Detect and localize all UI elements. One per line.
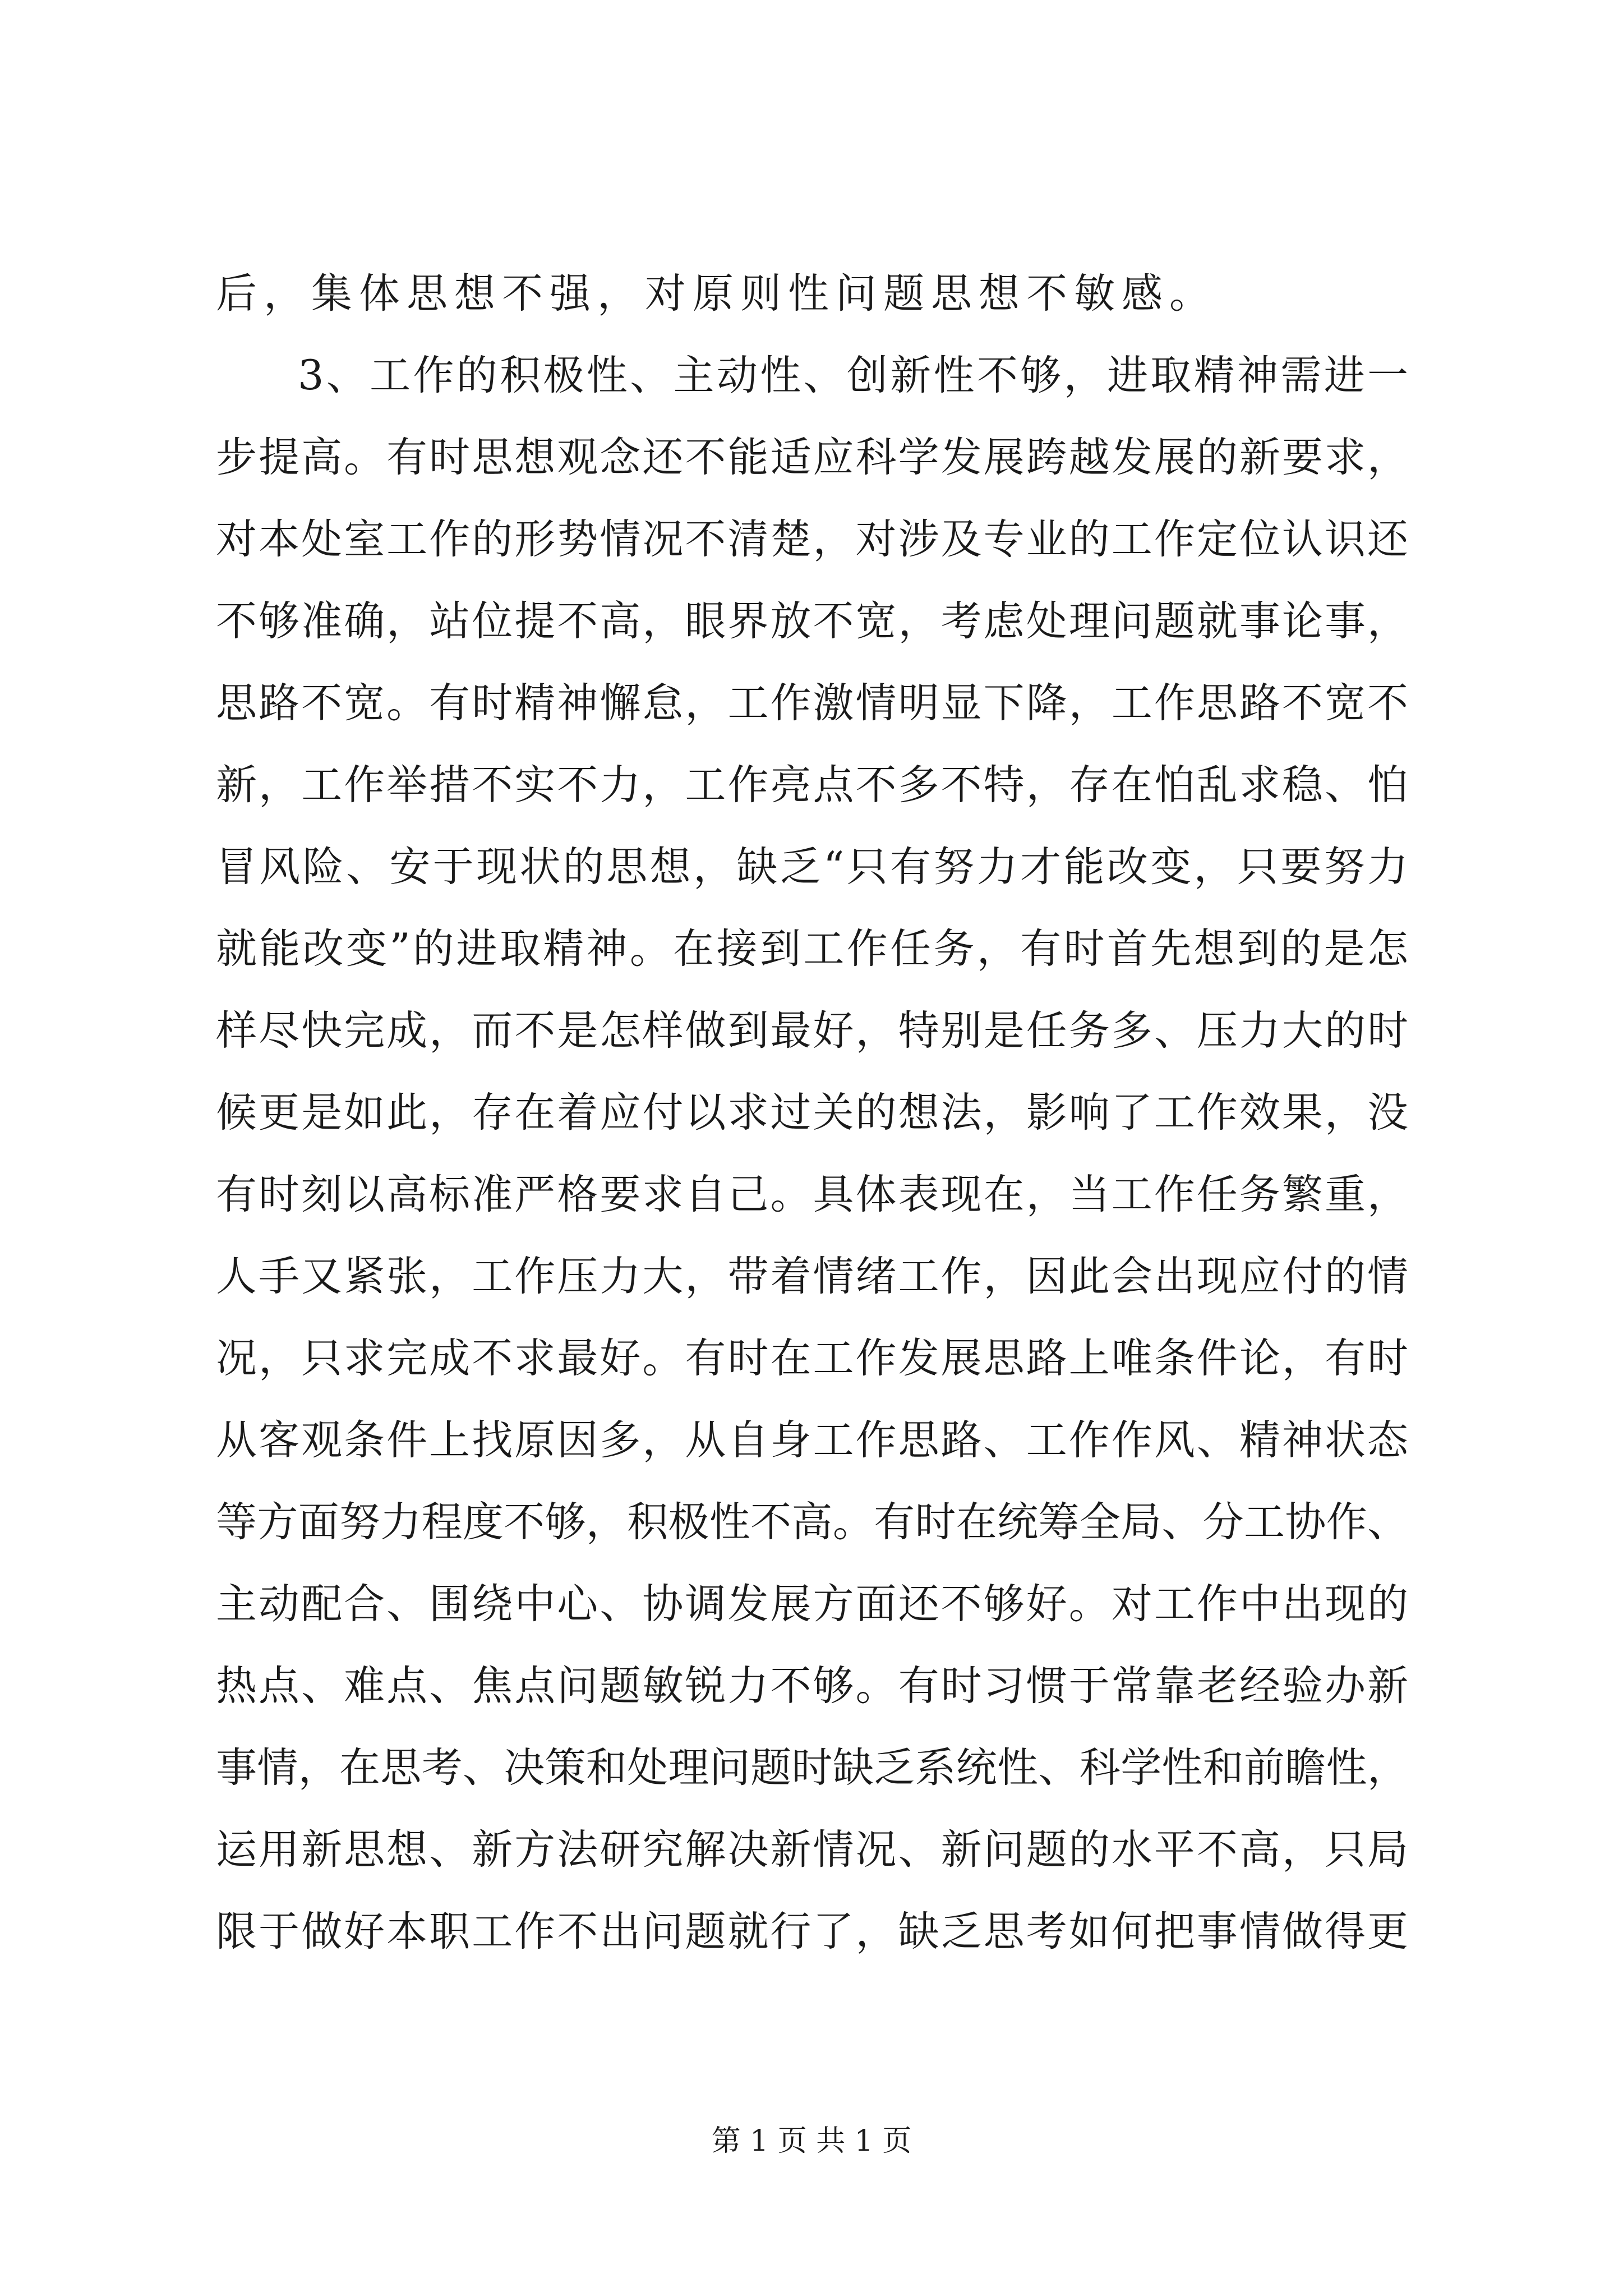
text-line: 对本处室工作的形势情况不清楚，对涉及专业的工作定位认识还 [216,516,1408,563]
body-text [216,253,1408,1973]
text-line: 步提高。有时思想观念还不能适应科学发展跨越发展的新要求， [216,434,1408,481]
text-line: 等方面努力程度不够，积极性不高。有时在统筹全局、分工协作、 [216,1498,1408,1546]
text-line: 思路不宽。有时精神懈怠，工作激情明显下降，工作思路不宽不 [216,679,1408,727]
text-line: 事情，在思考、决策和处理问题时缺乏系统性、科学性和前瞻性， [216,1744,1408,1792]
text-line: 运用新思想、新方法研究解决新情况、新问题的水平不高，只局 [216,1826,1408,1874]
text-line: 不够准确，站位提不高，眼界放不宽，考虑处理问题就事论事， [216,597,1408,645]
text-line: 就能改变”的进取精神。在接到工作任务，有时首先想到的是怎 [216,925,1408,973]
text-line: 样尽快完成，而不是怎样做到最好，特别是任务多、压力大的时 [216,1007,1408,1055]
text-line: 冒风险、安于现状的思想，缺乏“只有努力才能改变，只要努力 [216,843,1408,891]
text-line: 后，集体思想不强，对原则性问题思想不敏感。 [216,270,1217,318]
text-line: 限于做好本职工作不出问题就行了，缺乏思考如何把事情做得更 [216,1908,1408,1955]
text-line: 热点、难点、焦点问题敏锐力不够。有时习惯于常靠老经验办新 [216,1662,1408,1710]
text-line: 有时刻以高标准严格要求自己。具体表现在，当工作任务繁重， [216,1171,1408,1218]
text-line: 主动配合、围绕中心、协调发展方面还不够好。对工作中出现的 [216,1580,1408,1628]
text-line: 况，只求完成不求最好。有时在工作发展思路上唯条件论，有时 [216,1335,1408,1382]
text-line: 3、工作的积极性、主动性、创新性不够，进取精神需进一 [298,352,1408,399]
text-line: 人手又紧张，工作压力大，带着情绪工作，因此会出现应付的情 [216,1253,1408,1300]
page-footer [0,2122,1623,2161]
text-line: 候更是如此，存在着应付以求过关的想法，影响了工作效果，没 [216,1089,1408,1137]
page-number-label: 第 1 页 共 1 页 [711,2124,912,2158]
text-line: 从客观条件上找原因多，从自身工作思路、工作作风、精神状态 [216,1416,1408,1464]
text-line: 新，工作举措不实不力，工作亮点不多不特，存在怕乱求稳、怕 [216,761,1408,809]
